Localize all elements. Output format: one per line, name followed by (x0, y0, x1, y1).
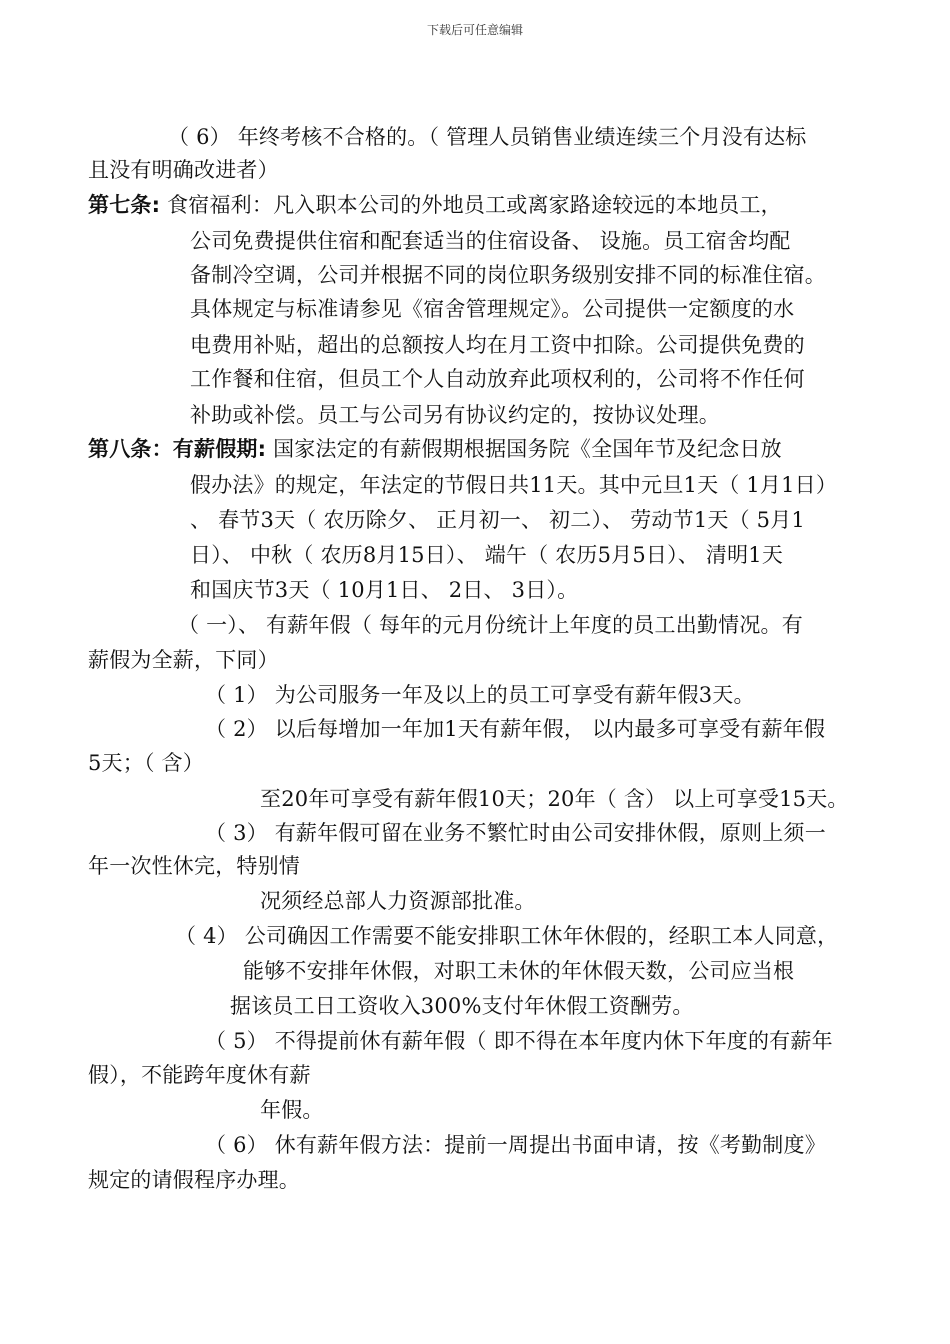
article-8-text: 国家法定的有薪假期根据国务院《全国年节及纪念日放 (266, 437, 782, 461)
page-header: 下载后可任意编辑 (426, 23, 523, 37)
text-line: 能够不安排年休假，对职工未休的年休假天数，公司应当根 (243, 959, 795, 983)
text-line: （ 1） 为公司服务一年及以上的员工可享受有薪年假3天。 (205, 683, 755, 707)
text-line: （ 3） 有薪年假可留在业务不繁忙时由公司安排休假，原则上须一 (205, 821, 826, 845)
text-line: 年假。 (260, 1098, 324, 1122)
text-line: （ 5） 不得提前休有薪年假（ 即不得在本年度内休下年度的有薪年 (205, 1029, 833, 1053)
text-line: （ 2） 以后每增加一年加1天有薪年假， 以内最多可享受有薪年假 (205, 717, 826, 741)
text-line: 公司免费提供住宿和配套适当的住宿设备、 设施。员工宿舍均配 (190, 229, 791, 253)
text-line: 假办法》的规定，年法定的节假日共11天。其中元旦1天（ 1月1日） (190, 473, 838, 497)
text-line: 电费用补贴，超出的总额按人均在月工资中扣除。公司提供免费的 (190, 333, 805, 357)
text-line: 、 春节3天（ 农历除夕、 正月初一、 初二）、 劳动节1天（ 5月1 (190, 508, 805, 532)
text-line: 工作餐和住宿，但员工个人自动放弃此项权利的，公司将不作任何 (190, 367, 805, 391)
article-8-heading (88, 434, 782, 464)
text-line: 且没有明确改进者） (88, 158, 279, 182)
text-line: 备制冷空调，公司并根据不同的岗位职务级别安排不同的标准住宿。 (190, 263, 826, 287)
text-line: 和国庆节3天（ 10月1日、 2日、 3日）。 (190, 578, 579, 602)
text-line: （ 6） 休有薪年假方法：提前一周提出书面申请，按《考勤制度》 (205, 1133, 826, 1157)
article-7-text: 食宿福利：凡入职本公司的外地员工或离家路途较远的本地员工， (160, 193, 782, 217)
text-line: （ 一）、 有薪年假（ 每年的元月份统计上年度的员工出勤情况。有 (178, 613, 803, 637)
text-line: 规定的请假程序办理。 (88, 1168, 300, 1192)
text-line: 补助或补偿。员工与公司另有协议约定的，按协议处理。 (190, 403, 720, 427)
text-line: 年一次性休完，特别情 (88, 854, 300, 878)
text-line: 况须经总部人力资源部批准。 (260, 889, 536, 913)
text-line: 薪假为全薪，下同） (88, 648, 279, 672)
text-line: 至20年可享受有薪年假10天；20年（ 含） 以上可享受15天。 (260, 787, 849, 811)
article-8-label: 第八条：有薪假期: (88, 437, 267, 461)
text-line: （ 6） 年终考核不合格的。（ 管理人员销售业绩连续三个月没有达标 (168, 125, 807, 149)
article-7-heading (88, 190, 782, 220)
text-line: 日）、 中秋（ 农历8月15日）、 端午（ 农历5月5日）、 清明1天 (190, 543, 784, 567)
text-line: 5天；（ 含） (88, 751, 204, 775)
text-line: 假），不能跨年度休有薪 (88, 1063, 311, 1087)
text-line: 具体规定与标准请参见《宿舍管理规定》。公司提供一定额度的水 (190, 297, 795, 321)
article-7-label: 第七条: (88, 193, 161, 217)
text-line: 据该员工日工资收入300%支付年休假工资酬劳。 (230, 994, 694, 1018)
text-line: （ 4） 公司确因工作需要不能安排职工休年休假的，经职工本人同意， (175, 924, 839, 948)
